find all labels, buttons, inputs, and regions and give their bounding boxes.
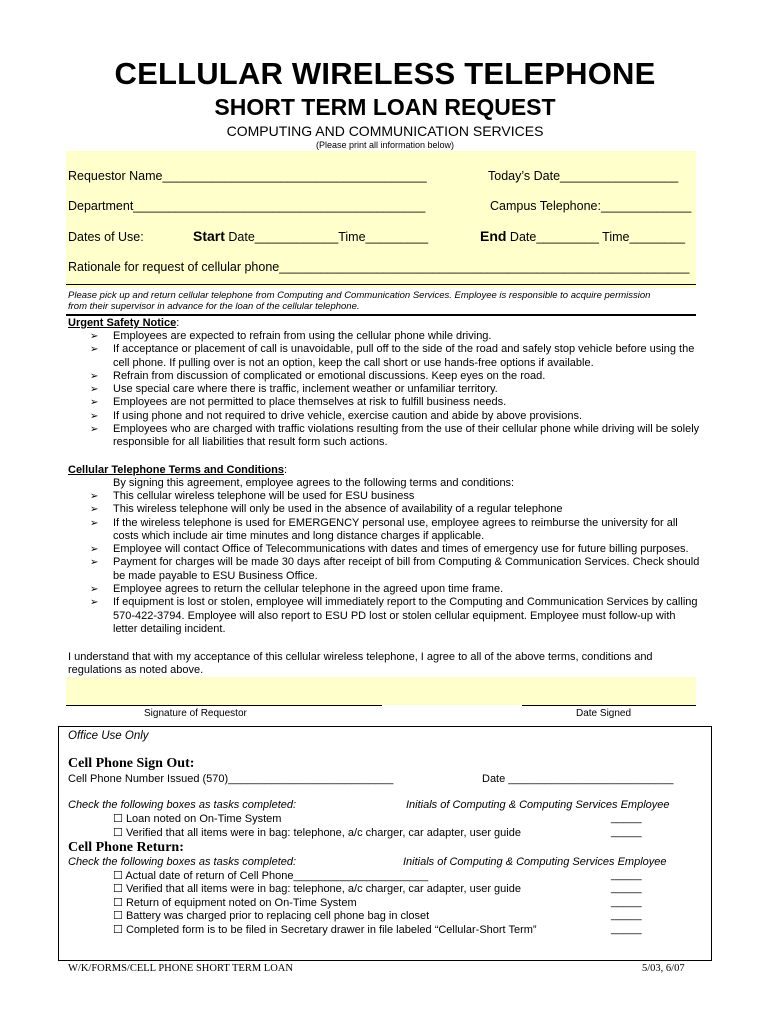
list-item: ➢ If equipment is lost or stolen, employee will immediately report to the Computing and Communication Services by calling 570-422-3794. Employee will also report to ESU PD lost or stolen cellular equipment. Employee must follow-up with letter detailing incident. (90, 596, 698, 635)
department-heading: COMPUTING AND COMMUNICATION SERVICES (226, 123, 544, 139)
check-label-return: Check the following boxes as tasks completed: (68, 856, 297, 868)
start-blanks: Date____________Time_________ (224, 230, 429, 244)
initials-blank[interactable]: _____ (611, 923, 642, 935)
start-label: Start (193, 228, 225, 244)
check-label: Check the following boxes as tasks completed: (68, 799, 297, 811)
checkbox-loan-noted[interactable]: ☐ Loan noted on On-Time System (113, 813, 282, 825)
checkbox-icon: ☐ (113, 827, 123, 839)
page-subtitle: SHORT TERM LOAN REQUEST (214, 94, 556, 120)
arrow-bullet-icon: ➢ (90, 410, 99, 422)
list-item: ➢ Use special care where there is traffic, inclement weather or unfamiliar territory. (90, 383, 498, 396)
arrow-bullet-icon: ➢ (90, 544, 99, 556)
arrow-bullet-icon: ➢ (90, 517, 99, 529)
todays-date-field[interactable]: Today’s Date_________________ (488, 169, 679, 183)
arrow-bullet-icon: ➢ (90, 397, 99, 409)
date-signed-line (522, 705, 696, 706)
checkbox-verified-items[interactable]: ☐ Verified that all items were in bag: telephone, a/c charger, car adapter, user guide (113, 827, 521, 839)
office-use-title: Office Use Only (68, 730, 149, 742)
list-item: ➢ Employee will contact Office of Telecommunications with dates and times of emergency use for future billing purposes. (90, 543, 689, 556)
sign-out-date-field[interactable]: Date ___________________________ (482, 773, 674, 785)
arrow-bullet-icon: ➢ (90, 424, 99, 436)
list-item: ➢ This cellular wireless telephone will be used for ESU business (90, 490, 415, 502)
safety-notice-heading: Urgent Safety Notice: (68, 317, 180, 329)
arrow-bullet-icon: ➢ (90, 584, 99, 596)
section-divider (66, 314, 696, 316)
list-item: ➢ Refrain from discussion of complicated or emotional discussions. Keep eyes on the road. (90, 369, 546, 382)
list-item: ➢ If using phone and not required to drive vehicle, exercise caution and abide by above provisions. (90, 409, 583, 422)
terms-intro: By signing this agreement, employee agrees to the following terms and conditions: (113, 477, 515, 489)
end-label: End (480, 228, 507, 244)
list-item: ➢ If acceptance or placement of call is unavoidable, pull off to the side of the road and safely stop vehicle before using the cell phone. If pulling over is not an option, keep the call short or use hands-free options if available. (90, 343, 695, 369)
list-item: ➢ If the wireless telephone is used for EMERGENCY personal use, employee agrees to reimburse the university for all costs which include air time minutes and long distance charges if applicable. (90, 516, 678, 542)
initials-blank[interactable]: _____ (611, 882, 642, 894)
print-instruction: (Please print all information below) (315, 140, 455, 150)
initials-blank[interactable]: _____ (611, 812, 642, 824)
list-item: ➢ Employee agrees to return the cellular telephone in the agreed upon time frame. (90, 583, 504, 596)
rationale-line (66, 284, 696, 285)
acknowledgement-line-2: regulations as noted above. (68, 664, 204, 676)
sign-out-heading: Cell Phone Sign Out: (68, 756, 195, 771)
return-heading: Cell Phone Return: (68, 840, 184, 855)
signature-area[interactable] (66, 677, 696, 705)
checkbox-return-noted[interactable]: ☐ Return of equipment noted on On-Time System (113, 897, 357, 909)
campus-telephone-field[interactable]: Campus Telephone:_____________ (490, 199, 692, 213)
checkbox-icon: ☐ (113, 870, 123, 882)
initials-label-return: Initials of Computing & Computing Services Employee (403, 856, 667, 868)
end-date-time-field[interactable] (480, 228, 685, 244)
pickup-notice-line-1: Please pick up and return cellular telephone from Computing and Communication Services. Employee is responsible to acquire permission (68, 290, 651, 301)
list-item: ➢ This wireless telephone will only be used in the absence of availability of a regular telephone (90, 503, 563, 516)
list-item: ➢ Employees who are charged with traffic violations resulting from the use of their cellular phone while driving will be solely responsible for all liabilities that result form such actions. (90, 423, 700, 449)
terms-list (90, 490, 700, 636)
checkbox-form-filed[interactable]: ☐ Completed form is to be filed in Secretary drawer in file labeled “Cellular-Short Term” (113, 924, 537, 936)
checkbox-icon: ☐ (113, 897, 123, 909)
requestor-name-field[interactable]: Requestor Name______________________________________ (68, 169, 427, 183)
page-title: CELLULAR WIRELESS TELEPHONE (114, 56, 656, 91)
signature-label: Signature of Requestor (144, 708, 247, 719)
arrow-bullet-icon: ➢ (90, 384, 99, 396)
arrow-bullet-icon: ➢ (90, 504, 99, 516)
date-signed-label: Date Signed (576, 708, 632, 719)
arrow-bullet-icon: ➢ (90, 597, 99, 609)
initials-blank[interactable]: _____ (611, 869, 642, 881)
list-item: ➢ Employees are expected to refrain from using the cellular phone while driving. (90, 330, 492, 342)
footer-revision-dates: 5/03, 6/07 (642, 963, 685, 974)
footer-form-path: W/K/FORMS/CELL PHONE SHORT TERM LOAN (68, 963, 293, 974)
initials-blank[interactable]: _____ (611, 909, 642, 921)
phone-number-issued-field[interactable]: Cell Phone Number Issued (570)___________________________ (68, 773, 394, 785)
arrow-bullet-icon: ➢ (90, 370, 99, 382)
checkbox-return-date[interactable]: ☐ Actual date of return of Cell Phone______________________ (113, 870, 429, 882)
safety-list (90, 330, 700, 450)
checkbox-icon: ☐ (113, 910, 123, 922)
arrow-bullet-icon: ➢ (90, 491, 99, 502)
signature-line (66, 705, 382, 706)
arrow-bullet-icon: ➢ (90, 557, 99, 569)
end-blanks: Date_________ Time________ (506, 230, 686, 244)
department-field[interactable]: Department__________________________________________ (68, 199, 426, 213)
list-item: ➢ Employees are not permitted to place themselves at risk to fulfill business needs. (90, 396, 507, 409)
arrow-bullet-icon: ➢ (90, 344, 99, 356)
pickup-notice-line-2: from their supervisor in advance for the loan of the cellular telephone. (68, 301, 360, 312)
initials-label: Initials of Computing & Computing Services Employee (406, 799, 670, 811)
checkbox-icon: ☐ (113, 883, 123, 895)
start-date-time-field[interactable] (193, 228, 428, 244)
terms-heading: Cellular Telephone Terms and Conditions: (68, 464, 288, 476)
checkbox-battery-charged[interactable]: ☐ Battery was charged prior to replacing cell phone bag in closet (113, 910, 430, 922)
arrow-bullet-icon: ➢ (90, 331, 99, 342)
dates-of-use-label: Dates of Use: (68, 230, 144, 244)
checkbox-icon: ☐ (113, 924, 123, 936)
checkbox-return-verified[interactable]: ☐ Verified that all items were in bag: telephone, a/c charger, car adapter, user guide (113, 883, 521, 895)
checkbox-icon: ☐ (113, 813, 123, 825)
list-item: ➢ Payment for charges will be made 30 days after receipt of bill from Computing & Communication Services. Check should be made payable to ESU Business Office. (90, 556, 700, 582)
initials-blank[interactable]: _____ (611, 826, 642, 838)
acknowledgement-line-1: I understand that with my acceptance of this cellular wireless telephone, I agree to all of the above terms, conditions and (68, 651, 653, 663)
rationale-field[interactable]: Rationale for request of cellular phone___________________________________________________________ (68, 260, 690, 274)
initials-blank[interactable]: _____ (611, 896, 642, 908)
